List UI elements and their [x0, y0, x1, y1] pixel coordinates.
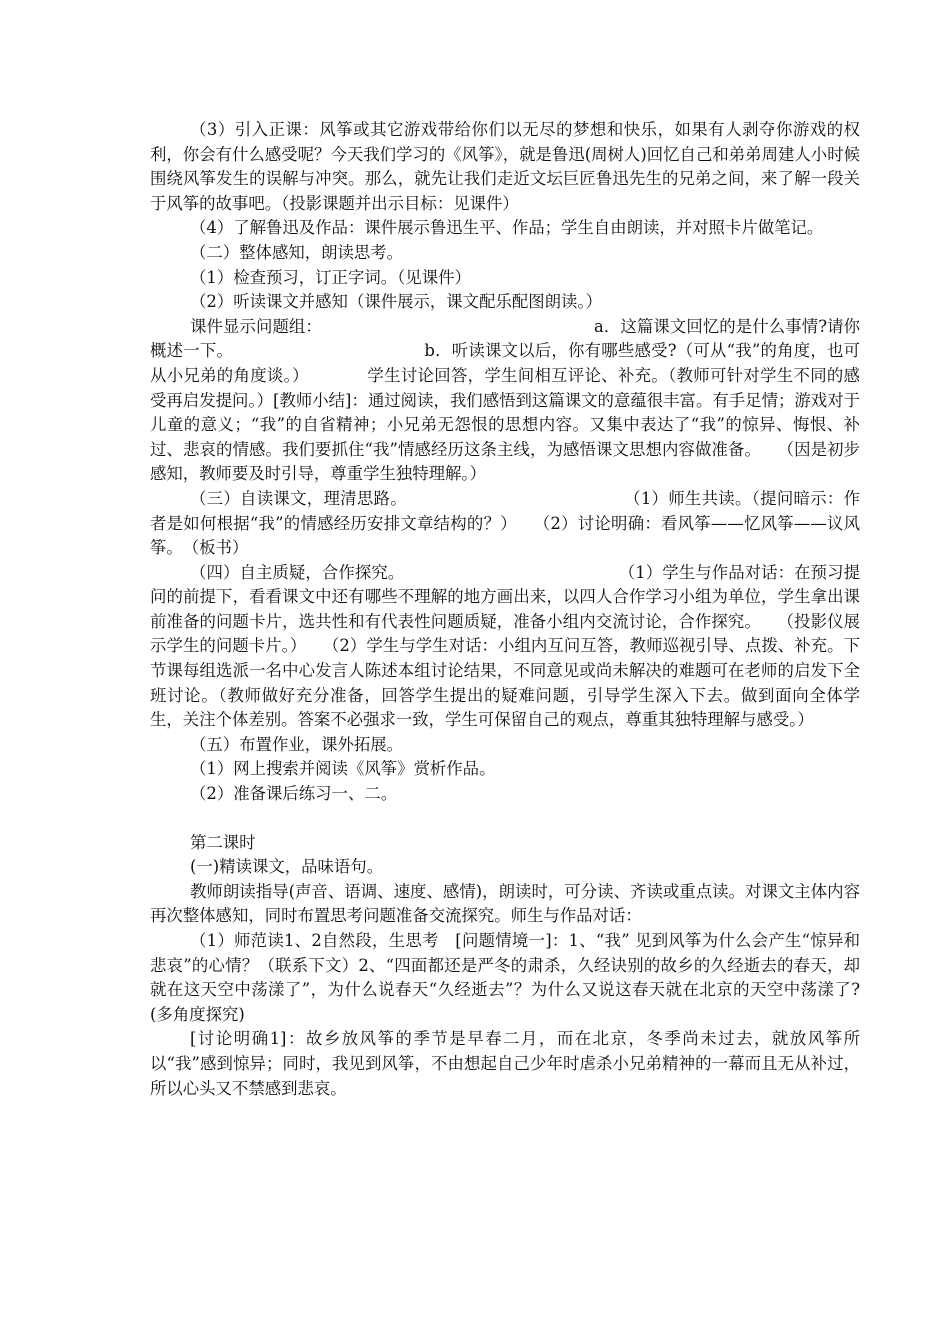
paragraph-luxun-works: （4）了解鲁迅及作品：课件展示鲁迅生平、作品；学生自由朗读，并对照卡片做笔记。 [190, 218, 824, 238]
homework-item-1: （1）网上搜索并阅读《风筝》赏析作品。 [190, 759, 496, 779]
section-heading-4: （四）自主质疑，合作探究。 （1）学生与作品对话：在预习提问的前提下，看看课文中还有哪些不理解的地方画出来，以四人合作学习小组为单位，学生拿出课前准备的问题卡片，选共性和有代表性问题质疑，准备小组内交流讨论，合作探究。 （投影仪展示学生的问题卡片。） （2）学生与学生对话：小组内互问互答，教师巡视引导、点拨、补充。下节课每组选派一名中心发言人陈述本组讨论结果，不同意见或尚未解决的难题可在老师的启发下全班讨论。（教师做好充分准备，回答学生提出的疑难问题，引导学生深入下去。做到面向全体学生，关注个体差别。答案不必强求一致，学生可保留自己的观点，尊重其独特理解与感受。） [150, 562, 860, 730]
paragraph-listen-read: （2）听读课文并感知（课件展示，课文配乐配图朗读。） [190, 292, 602, 312]
lesson-two-section-1: (一)精读课文，品味语句。 [190, 857, 384, 877]
paragraph-preview-check: （1）检查预习，订正字词。（见课件） [190, 267, 471, 287]
paragraph-question-group: 课件显示问题组： a．这篇课文回忆的是什么事情?请你概述一下。 b．听读课文以后，你有哪些感受?（可从“我”的角度，也可从小兄弟的角度谈。） 学生讨论回答，学生间相互评论、补充。（教师可针对学生不同的感受再启发提问。）[教师小结]：通过阅读，我们感悟到这篇课文的意蕴很丰富。有手足情；游戏对于儿童的意义；“我”的自省精神；小兄弟无怨恨的思想内容。又集中表达了“我”的惊异、悔恨、补过、悲哀的情感。我们要抓住“我”情感经历这条主线，为感悟课文思想内容做准备。 （因是初步感知，教师要及时引导，尊重学生独特理解。） [150, 316, 860, 484]
paragraph-question-scenario-1: （1）师范读1、2自然段，生思考 [问题情境一]：1、“我” 见到风筝为什么会产生“惊异和悲哀”的心情？（联系下文）2、“四面都还是严冬的肃杀，久经诀别的故乡的久经逝去的春天，却就在这天空中荡漾了”，为什么说春天“久经逝去”？为什么又说这春天就在北京的天空中荡漾了?(多角度探究) [150, 931, 860, 1024]
paragraph-discussion-1: [讨论明确1]：故乡放风筝的季节是早春二月，而在北京，冬季尚未过去，就放风筝所以“我”感到惊异；同时，我见到风筝，不由想起自己少年时虐杀小兄弟精神的一幕而且无从补过，所以心头又不禁感到悲哀。 [150, 1029, 860, 1098]
document-page [150, 118, 860, 1101]
paragraph-intro-lesson: （3）引入正课：风筝或其它游戏带给你们以无尽的梦想和快乐，如果有人剥夺你游戏的权利，你会有什么感受呢？今天我们学习的《风筝》，就是鲁迅(周树人)回忆自己和弟弟周建人小时候围绕风筝发生的误解与冲突。那么，就先让我们走近文坛巨匠鲁迅先生的兄弟之间，来了解一段关于风筝的故事吧。（投影课题并出示目标：见课件） [150, 120, 860, 213]
section-heading-2: （二）整体感知，朗读思考。 [190, 242, 404, 262]
homework-item-2: （2）准备课后练习一、二。 [190, 784, 398, 804]
lesson-two-heading: 第二课时 [190, 832, 256, 852]
section-heading-3: （三）自读课文，理清思路。 （1）师生共读。（提问暗示：作者是如何根据“我”的情感经历安排文章结构的？） （2）讨论明确：看风筝——忆风筝——议风筝。 （板书） [150, 488, 860, 558]
blank-line [150, 807, 860, 831]
section-heading-5: （五）布置作业，课外拓展。 [190, 734, 404, 754]
paragraph-reading-guidance: 教师朗读指导(声音、语调、速度、感情)，朗读时，可分读、齐读或重点读。对课文主体内容再次整体感知，同时布置思考问题准备交流探究。师生与作品对话： [150, 881, 860, 926]
